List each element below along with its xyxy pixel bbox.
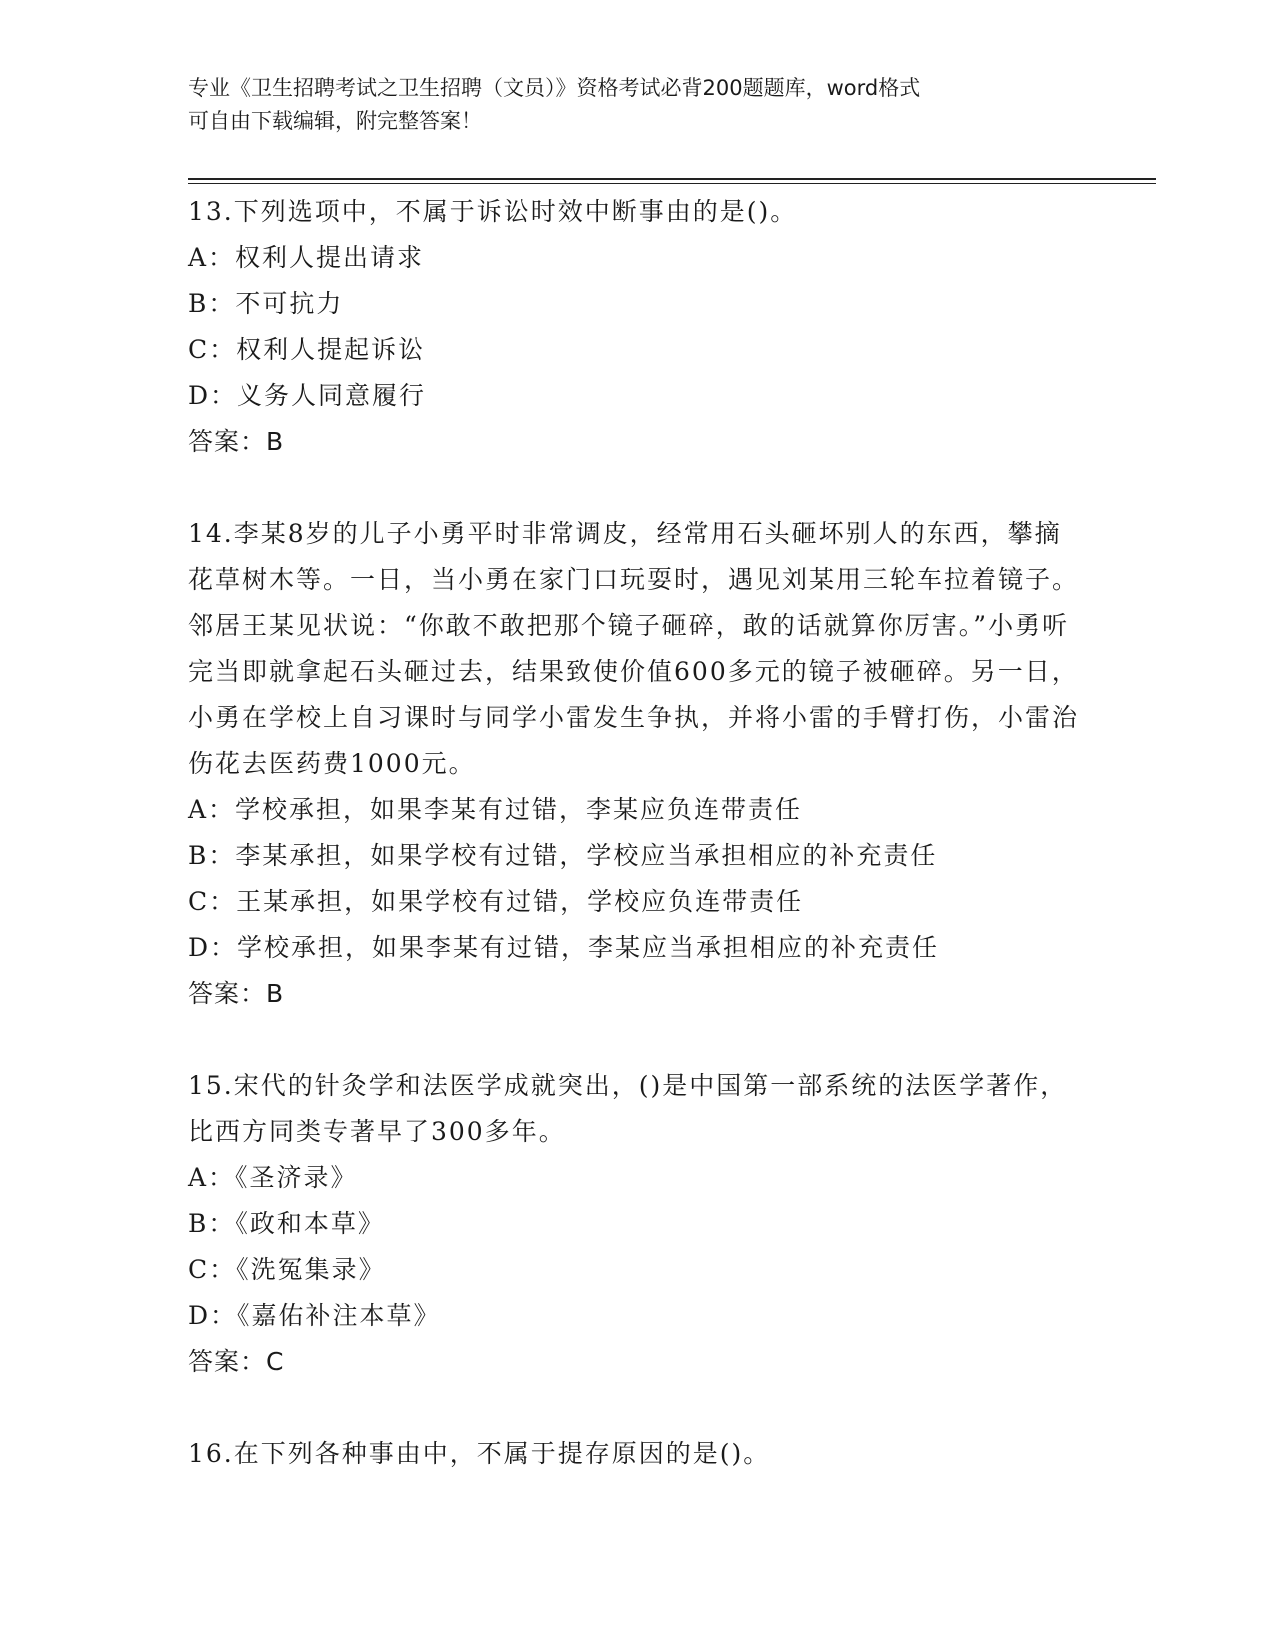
question-text: 13.下列选项中，不属于诉讼时效中断事由的是()。 (188, 197, 798, 226)
answer-label: 答案：C (188, 1347, 285, 1376)
option-a: A：权利人提出请求 (188, 243, 425, 272)
header-divider-thin (188, 183, 1156, 184)
question-14 (188, 511, 1088, 1017)
answer-label: 答案：B (188, 979, 285, 1008)
option-d: D：义务人同意履行 (188, 381, 427, 410)
option-c: C：王某承担，如果学校有过错，学校应负连带责任 (188, 887, 804, 916)
option-d: D：学校承担，如果李某有过错，李某应当承担相应的补充责任 (188, 933, 940, 962)
option-c: C：《洗冤集录》 (188, 1255, 386, 1284)
question-list (188, 189, 1088, 1523)
document-header (188, 72, 1068, 138)
option-a: A：学校承担，如果李某有过错，李某应负连带责任 (188, 795, 803, 824)
question-text: 15.宋代的针灸学和法医学成就突出，()是中国第一部系统的法医学著作，比西方同类专著早了300多年。 (188, 1071, 1068, 1146)
header-title-line-2: 可自由下载编辑，附完整答案！ (188, 109, 482, 133)
option-a: A：《圣济录》 (188, 1163, 358, 1192)
option-b: B：《政和本草》 (188, 1209, 385, 1238)
question-text: 16.在下列各种事由中，不属于提存原因的是()。 (188, 1439, 771, 1468)
option-c: C：权利人提起诉讼 (188, 335, 426, 364)
option-b: B：李某承担，如果学校有过错，学校应当承担相应的补充责任 (188, 841, 938, 870)
question-16 (188, 1431, 1088, 1477)
option-b: B：不可抗力 (188, 289, 344, 318)
question-13 (188, 189, 1088, 465)
answer-label: 答案：B (188, 427, 285, 456)
question-15 (188, 1063, 1088, 1385)
option-d: D：《嘉佑补注本草》 (188, 1301, 441, 1330)
header-divider-thick (188, 178, 1156, 180)
header-title-line-1: 专业《卫生招聘考试之卫生招聘（文员）》资格考试必背200题题库，word格式 (188, 76, 921, 100)
question-text: 14.李某8岁的儿子小勇平时非常调皮，经常用石头砸坏别人的东西，攀摘花草树木等。一日，当小勇在家门口玩耍时，遇见刘某用三轮车拉着镜子。邻居王某见状说：“你敢不敢把那个镜子砸碎，敢的话就算你厉害。”小勇听完当即就拿起石头砸过去，结果致使价值600多元的镜子被砸碎。另一日，小勇在学校上自习课时与同学小雷发生争执，并将小雷的手臂打伤，小雷治伤花去医药费1000元。 (188, 519, 1080, 778)
